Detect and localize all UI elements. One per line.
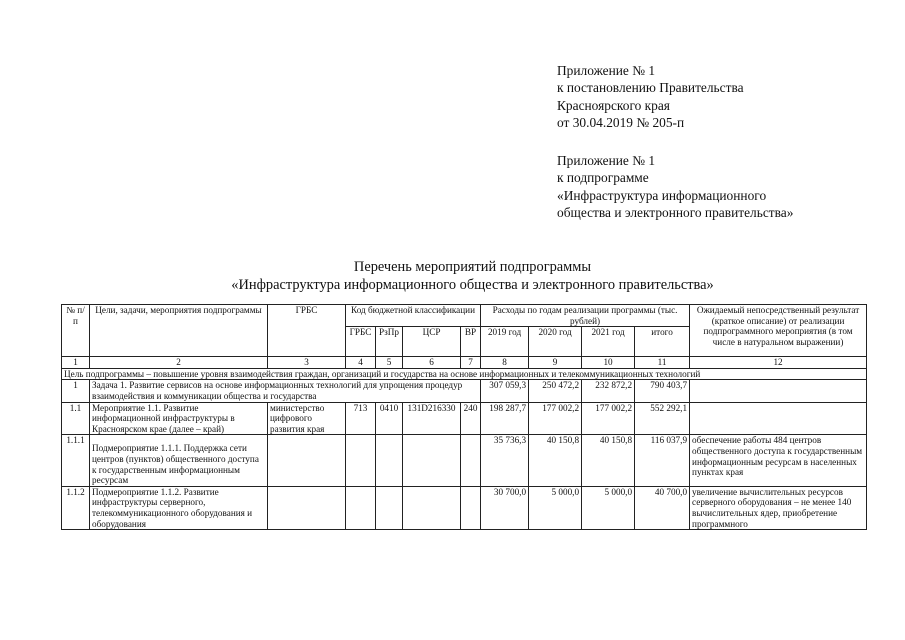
column-number: 10	[582, 357, 635, 369]
row-result	[690, 380, 867, 402]
row-vr: 240	[461, 402, 481, 435]
subheader-csr: ЦСР	[403, 327, 461, 357]
column-number: 2	[90, 357, 268, 369]
subheader-2019: 2019 год	[481, 327, 529, 357]
row-vr	[461, 435, 481, 486]
column-number: 6	[403, 357, 461, 369]
row-csr	[403, 435, 461, 486]
column-number: 9	[529, 357, 582, 369]
row-num: 1.1.2	[62, 486, 90, 529]
subheader-2021: 2021 год	[582, 327, 635, 357]
row-csr	[403, 486, 461, 529]
appendix-sub-line: Приложение № 1	[557, 153, 656, 168]
header-grbs: ГРБС	[268, 305, 346, 357]
column-number: 3	[268, 357, 346, 369]
activities-table	[61, 304, 867, 530]
table-row	[62, 486, 867, 529]
row-rzpr: 0410	[376, 402, 403, 435]
row-2021: 5 000,0	[582, 486, 635, 529]
row-total: 116 037,9	[635, 435, 690, 486]
row-total: 552 292,1	[635, 402, 690, 435]
header-budget-code: Код бюджетной классификации	[346, 305, 481, 327]
row-2021: 232 872,2	[582, 380, 635, 402]
row-result: увеличение вычислительных ресурсов серверного оборудования – не менее 140 вычислительных ядер, приобретение программного	[690, 486, 867, 529]
row-2021: 40 150,8	[582, 435, 635, 486]
row-name: Подмероприятие 1.1.1. Поддержка сети центров (пунктов) общественного доступа к государственным информационным ресурсам	[90, 435, 268, 486]
header-expenses: Расходы по годам реализации программы (тыс. рублей)	[481, 305, 690, 327]
appendix-sub-line: к подпрограмме	[557, 170, 649, 186]
appendix-sub-line: «Инфраструктура информационного	[557, 187, 767, 203]
document-subtitle: «Инфраструктура информационного общества и электронного правительства»	[231, 277, 714, 293]
row-2019: 307 059,3	[481, 380, 529, 402]
header-result: Ожидаемый непосредственный результат (краткое описание) от реализации подпрограммного мероприятия (в том числе в натуральном выражении)	[690, 305, 867, 357]
appendix-main-line: к постановлению Правительства	[557, 80, 744, 96]
row-grbs	[268, 486, 346, 529]
row-total: 790 403,7	[635, 380, 690, 402]
table-row	[62, 380, 867, 402]
row-code-grbs: 713	[346, 402, 376, 435]
appendix-sub-line: общества и электронного правительства»	[557, 205, 794, 221]
row-vr	[461, 486, 481, 529]
row-2019: 35 736,3	[481, 435, 529, 486]
row-name: Подмероприятие 1.1.2. Развитие инфраструктуры серверного, телекоммуникационного оборудования и оборудования	[90, 486, 268, 529]
column-number: 1	[62, 357, 90, 369]
row-grbs	[268, 435, 346, 486]
row-2021: 177 002,2	[582, 402, 635, 435]
table-row	[62, 402, 867, 435]
row-2020: 177 002,2	[529, 402, 582, 435]
row-total: 40 700,0	[635, 486, 690, 529]
subheader-total: итого	[635, 327, 690, 357]
appendix-main-block	[557, 62, 744, 132]
appendix-main-line: от 30.04.2019 № 205-п	[557, 115, 685, 131]
column-number: 11	[635, 357, 690, 369]
row-result: обеспечение работы 484 центров общественного доступа к государственным информационным ресурсам в населенных пунктах края	[690, 435, 867, 486]
subheader-vr: ВР	[461, 327, 481, 357]
row-2020: 250 472,2	[529, 380, 582, 402]
subheader-2020: 2020 год	[529, 327, 582, 357]
row-rzpr	[376, 435, 403, 486]
row-2020: 40 150,8	[529, 435, 582, 486]
row-csr: 131D216330	[403, 402, 461, 435]
row-2019: 30 700,0	[481, 486, 529, 529]
appendix-main-line: Красноярского края	[557, 97, 670, 113]
row-name: Задача 1. Развитие сервисов на основе информационных технологий для упрощения процедур взаимодействия и коммуникации общества и государства	[90, 380, 481, 402]
row-code-grbs	[346, 435, 376, 486]
goal-row	[62, 368, 867, 380]
column-number: 4	[346, 357, 376, 369]
row-num: 1.1.1	[62, 435, 90, 486]
document-title: Перечень мероприятий подпрограммы	[353, 259, 592, 275]
row-num: 1	[62, 380, 90, 402]
header-row	[62, 305, 867, 327]
column-number: 5	[376, 357, 403, 369]
header-goals: Цели, задачи, мероприятия подпрограммы	[90, 305, 268, 357]
row-grbs: министерство цифрового развития края	[268, 402, 346, 435]
appendix-sub-block	[557, 152, 793, 222]
column-number: 8	[481, 357, 529, 369]
column-number: 7	[461, 357, 481, 369]
subheader-code-grbs: ГРБС	[346, 327, 376, 357]
column-numbers-row	[62, 357, 867, 369]
header-num: № п/п	[62, 305, 90, 357]
table-row	[62, 435, 867, 486]
goal-text: Цель подпрограммы – повышение уровня взаимодействия граждан, организаций и государства на основе информационных и телекоммуникационных технологий	[62, 368, 867, 380]
row-code-grbs	[346, 486, 376, 529]
column-number: 12	[690, 357, 867, 369]
row-result	[690, 402, 867, 435]
row-2020: 5 000,0	[529, 486, 582, 529]
appendix-main-line: Приложение № 1	[557, 63, 656, 78]
row-rzpr	[376, 486, 403, 529]
row-2019: 198 287,7	[481, 402, 529, 435]
row-num: 1.1	[62, 402, 90, 435]
row-name: Мероприятие 1.1. Развитие информационной инфраструктуры в Красноярском крае (далее – край)	[90, 402, 268, 435]
subheader-rzpr: РзПр	[376, 327, 403, 357]
